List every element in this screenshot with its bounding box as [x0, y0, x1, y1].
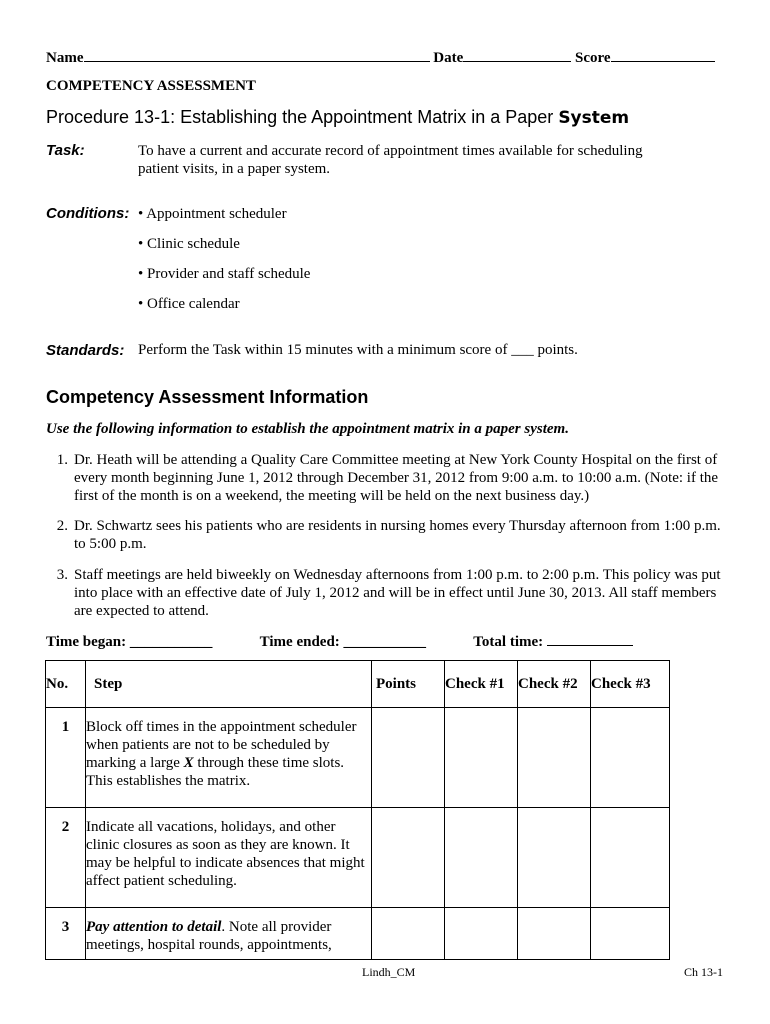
standards-text: Perform the Task within 15 minutes with a minimum score of ___ points. [138, 342, 578, 358]
task-text: To have a current and accurate record of appointment times available for scheduling patient visits, in a paper system. [138, 143, 643, 177]
table-row [46, 908, 670, 960]
footer-author: Lindh_CM [362, 965, 416, 979]
step-number: 1 [46, 708, 86, 808]
standards-label: Standards: [46, 342, 125, 359]
check1-cell[interactable] [445, 908, 518, 960]
assessment-title: COMPETENCY ASSESSMENT [46, 78, 256, 94]
condition-item: • Office calendar [138, 296, 240, 312]
info-item: 1. Dr. Heath will be attending a Quality Care Committee meeting at New York County Hospital on the first of every month beginning June 1, 2012 through December 31, 2012 from 9:00 a.m. to 10:00 a.m. (Note: if the first of the month is on a weekend, the meeting will be held on the next business day.) [56, 452, 719, 504]
col-header-no: No. [46, 661, 86, 708]
header-fields [46, 47, 726, 67]
col-header-step: Step [86, 661, 372, 708]
check3-cell[interactable] [591, 708, 670, 808]
points-cell[interactable] [372, 708, 445, 808]
info-item: 3. Staff meetings are held biweekly on Wednesday afternoons from 1:00 p.m. to 2:00 p.m. This policy was put into place with an effective date of July 1, 2012 and will be in effect until June 30, 2013. All staff members are expected to attend. [56, 567, 721, 619]
table-row [46, 808, 670, 908]
info-section-subtitle: Use the following information to establish the appointment matrix in a paper system. [46, 421, 569, 437]
footer-page: Ch 13-1 [684, 965, 723, 979]
total-time-label: Total time: [473, 634, 544, 650]
step-text: Indicate all vacations, holidays, and other clinic closures as soon as they are known. It may be helpful to indicate absences that might affect patient scheduling. [86, 808, 372, 908]
check2-cell[interactable] [518, 708, 591, 808]
procedure-title-last: System [558, 108, 630, 128]
col-header-check3: Check #3 [591, 661, 670, 708]
check3-cell[interactable] [591, 808, 670, 908]
condition-item: • Provider and staff schedule [138, 266, 311, 282]
check2-cell[interactable] [518, 908, 591, 960]
date-label: Date [433, 50, 464, 66]
condition-item: • Clinic schedule [138, 236, 240, 252]
points-cell[interactable] [372, 908, 445, 960]
check1-cell[interactable] [445, 808, 518, 908]
table-row [46, 708, 670, 808]
check3-cell[interactable] [591, 908, 670, 960]
info-section-title: Competency Assessment Information [46, 387, 369, 407]
task-label: Task: [46, 142, 85, 159]
step-number: 2 [46, 808, 86, 908]
total-time-field[interactable] [547, 631, 633, 646]
col-header-check1: Check #1 [445, 661, 518, 708]
score-field[interactable] [611, 47, 715, 62]
time-began-label[interactable]: Time began: ___________ [46, 634, 213, 650]
name-label: Name [46, 50, 84, 66]
date-field[interactable] [463, 47, 571, 62]
step-text: Block off times in the appointment scheduler when patients are not to be scheduled by marking a large X through these time slots. This establishes the matrix. [86, 708, 372, 808]
condition-item: • Appointment scheduler [138, 206, 287, 222]
col-header-check2: Check #2 [518, 661, 591, 708]
step-text: Pay attention to detail. Note all provider meetings, hospital rounds, appointments, [86, 908, 372, 960]
procedure-title-main: Procedure 13-1: Establishing the Appointment Matrix in a Paper [46, 107, 554, 127]
col-header-points: Points [372, 661, 445, 708]
time-ended-label[interactable]: Time ended: ___________ [259, 634, 427, 650]
table-header-row [46, 661, 670, 708]
check2-cell[interactable] [518, 808, 591, 908]
procedure-title [46, 107, 629, 128]
time-fields [46, 631, 633, 651]
name-field[interactable] [84, 47, 430, 62]
info-item: 2. Dr. Schwartz sees his patients who are residents in nursing homes every Thursday afternoon from 1:00 p.m. to 5:00 p.m. [56, 518, 721, 552]
points-cell[interactable] [372, 808, 445, 908]
check1-cell[interactable] [445, 708, 518, 808]
steps-table [45, 660, 670, 960]
step-number: 3 [46, 908, 86, 960]
conditions-label: Conditions: [46, 205, 130, 222]
score-label: Score [575, 50, 611, 66]
